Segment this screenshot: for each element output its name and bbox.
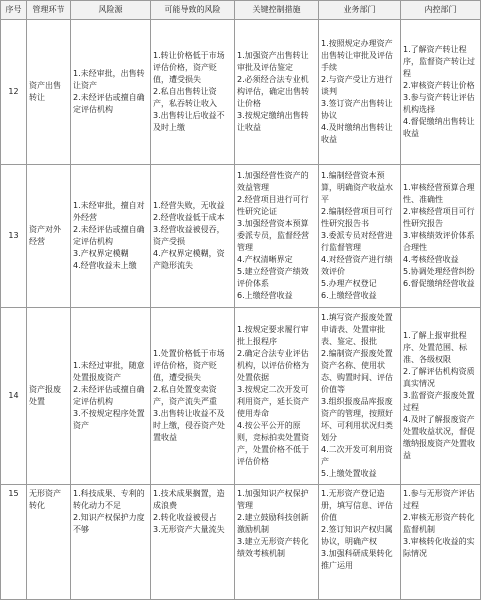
list-item: 2.私自出售转让资产，私吞转让收入 <box>153 87 217 108</box>
list-item: 3.按规定二次开发可利用资产，延长资产使用寿命 <box>237 385 309 418</box>
row-number: 15 <box>1 485 27 600</box>
list-item: 2.编制经营项目可行性研究报告书 <box>321 207 393 228</box>
risk-source-cell <box>71 20 151 165</box>
key-measures-cell <box>235 20 319 165</box>
header-risk-source: 风险源 <box>71 1 151 20</box>
list-item: 3.审核绩效评价体系合理性 <box>403 231 475 252</box>
internal-control-cell <box>401 165 481 308</box>
list-item: 2.审核资产转让价格 <box>403 81 475 90</box>
table-row <box>1 308 481 485</box>
possible-risk-cell <box>151 308 235 485</box>
list-item: 3.监督资产报废处置过程 <box>403 391 475 412</box>
list-item: 4.产权界定模糊，资产隐形流失 <box>153 249 225 270</box>
list-item: 3.经营收益被侵吞，资产受损 <box>153 225 225 246</box>
list-item: 1.未经审批，擅自对外经营 <box>73 201 145 222</box>
list-item: 3.按规定缴纳出售转让收益 <box>237 111 309 132</box>
list-item: 3.参与资产转让评估机构选择 <box>403 93 475 114</box>
header-possible-risk: 可能导致的风险 <box>151 1 235 20</box>
header-stage: 管理环节 <box>27 1 71 20</box>
list-item: 2.未经评估或擅自确定评估机构 <box>73 225 145 246</box>
risk-source-cell <box>71 485 151 600</box>
table-row <box>1 165 481 308</box>
table-header-row <box>1 1 481 20</box>
list-item: 2.审核无形资产转化监督机制 <box>403 513 475 534</box>
key-measures-cell <box>235 485 319 600</box>
internal-control-cell <box>401 308 481 485</box>
business-dept-cell <box>319 20 401 165</box>
list-item: 4.二次开发可利用资产 <box>321 445 393 466</box>
row-stage: 资产出售转让 <box>27 20 71 165</box>
internal-control-cell <box>401 485 481 600</box>
table-row <box>1 20 481 165</box>
list-item: 2.必须经合法专业机构评估，确定出售转让价格 <box>237 75 309 108</box>
business-dept-cell <box>319 485 401 600</box>
list-item: 2.经营项目进行可行性研究论证 <box>237 195 309 216</box>
list-item: 3.加强经营资本预算委派专员，监督经营管理 <box>237 219 309 252</box>
list-item: 1.按照规定办理资产出售转让审批及评估手续 <box>321 39 393 72</box>
risk-source-cell <box>71 308 151 485</box>
list-item: 4.经营收益未上缴 <box>73 261 137 270</box>
business-dept-cell <box>319 165 401 308</box>
header-business-dept: 业务部门 <box>319 1 401 20</box>
list-item: 4.考核经营收益 <box>403 255 459 264</box>
key-measures-cell <box>235 308 319 485</box>
list-item: 6.督促缴纳经营收益 <box>403 279 475 288</box>
list-item: 3.委派专员对经营进行监督管理 <box>321 231 393 252</box>
list-item: 1.加强资产出售转让审批及评估鉴定 <box>237 51 309 72</box>
row-stage: 资产对外经营 <box>27 165 71 308</box>
list-item: 3.审核转化收益的实际情况 <box>403 537 475 558</box>
list-item: 1.按规定要求履行审批上报程序 <box>237 325 309 346</box>
risk-source-cell <box>71 165 151 308</box>
list-item: 1.加强经营性资产的效益管理 <box>237 171 309 192</box>
list-item: 1.未经过审批，随意处置报废资产 <box>73 361 145 382</box>
list-item: 5.办理产权登记 <box>321 279 377 288</box>
possible-risk-cell <box>151 485 235 600</box>
list-item: 5.建立经营资产绩效评价体系 <box>237 267 309 288</box>
list-item: 2.未经评估或擅自确定评估机构 <box>73 385 145 406</box>
list-item: 5.上缴处置收益 <box>321 469 377 478</box>
list-item: 3.出售转让后收益不及时上缴 <box>153 111 225 132</box>
list-item: 1.审核经营预算合理性、准确性 <box>403 183 475 204</box>
list-item: 2.签订知识产权归属协议，明确产权 <box>321 525 393 546</box>
list-item: 1.了解上报审批程序、处置范围、标准、各级权限 <box>403 331 467 364</box>
table-row <box>1 485 481 600</box>
row-number: 14 <box>1 308 27 485</box>
list-item: 2.了解评估机构资质真实情况 <box>403 367 475 388</box>
list-item: 2.未经评估或擅自确定评估机构 <box>73 93 145 114</box>
row-stage: 无形资产转化 <box>27 485 71 600</box>
list-item: 3.产权界定模糊 <box>73 249 129 258</box>
business-dept-cell <box>319 308 401 485</box>
list-item: 2.编制资产报废处置资产名称、使用状态、购置时间、评估价值等 <box>321 349 393 394</box>
list-item: 4.督促缴纳出售转让收益 <box>403 117 475 138</box>
key-measures-cell <box>235 165 319 308</box>
list-item: 2.经营收益低于成本 <box>153 213 225 222</box>
list-item: 1.编制经营资本预算，明确资产收益水平 <box>321 171 393 204</box>
list-item: 3.建立无形资产转化绩效考核机制 <box>237 537 309 558</box>
list-item: 4.及时了解报废资产处置收益状况，督促缴纳报废资产处置收益 <box>403 415 475 460</box>
list-item: 3.不按规定程序处置资产 <box>73 409 145 430</box>
row-number: 12 <box>1 20 27 165</box>
list-item: 6.上缴经营收益 <box>237 291 293 300</box>
list-item: 1.经营失败，无收益 <box>153 201 225 210</box>
list-item: 2.私自处置变卖资产，资产流失严重 <box>153 385 217 406</box>
list-item: 5.协调处理经营纠纷 <box>403 267 475 276</box>
header-internal-control-dept: 内控部门 <box>401 1 481 20</box>
list-item: 2.审核经营项目可行性研究报告 <box>403 207 475 228</box>
list-item: 1.加强知识产权保护管理 <box>237 489 309 510</box>
list-item: 3.出售转让收益不及时上缴，侵吞资产处置收益 <box>153 409 225 442</box>
list-item: 1.处置价格低于市场评估价格，资产贬值，遭受损失 <box>153 349 225 382</box>
list-item: 3.签订资产出售转让协议 <box>321 99 393 120</box>
list-item: 4.产权清晰界定 <box>237 255 293 264</box>
possible-risk-cell <box>151 20 235 165</box>
list-item: 3.无形资产大量流失 <box>153 525 225 534</box>
list-item: 2.与资产受让方进行谈判 <box>321 75 393 96</box>
list-item: 1.转让价格低于市场评估价格，资产贬值，遭受损失 <box>153 51 225 84</box>
list-item: 1.参与无形资产评估过程 <box>403 489 475 510</box>
row-stage: 资产报废处置 <box>27 308 71 485</box>
list-item: 4.及时缴纳出售转让收益 <box>321 123 393 144</box>
list-item: 1.无形资产登记造册，填写信息、评估价值 <box>321 489 393 522</box>
row-number: 13 <box>1 165 27 308</box>
list-item: 4.按公平公开的原则，竞标拍卖处置资产，处置价格不低于评估价格 <box>237 421 309 466</box>
list-item: 2.知识产权保护力度不够 <box>73 513 145 534</box>
list-item: 2.确定合法专业评估机构，以评估价格为处置依据 <box>237 349 309 382</box>
list-item: 1.未经审批，出售转让资产 <box>73 69 145 90</box>
list-item: 1.技术成果搁置，造成浪费 <box>153 489 225 510</box>
header-key-measures: 关键控制措施 <box>235 1 319 20</box>
list-item: 6.上缴经营收益 <box>321 291 377 300</box>
possible-risk-cell <box>151 165 235 308</box>
list-item: 2.转化收益被侵占 <box>153 513 217 522</box>
header-no: 序号 <box>1 1 27 20</box>
internal-control-cell <box>401 20 481 165</box>
list-item: 3.加强科研成果转化推广运用 <box>321 549 393 570</box>
list-item: 4.对经营资产进行绩效评价 <box>321 255 393 276</box>
list-item: 2.建立鼓励科技创新激励机制 <box>237 513 309 534</box>
list-item: 1.了解资产转让程序，监督资产转让过程 <box>403 45 475 78</box>
list-item: 1.科技成果、专利的转化动力不足 <box>73 489 145 510</box>
list-item: 3.组织报废品库报废资产的管理，按照好坏、可利用状况归类划分 <box>321 397 393 442</box>
list-item: 1.填写资产报废处置申请表、处置审批表、鉴定、报批 <box>321 313 393 346</box>
